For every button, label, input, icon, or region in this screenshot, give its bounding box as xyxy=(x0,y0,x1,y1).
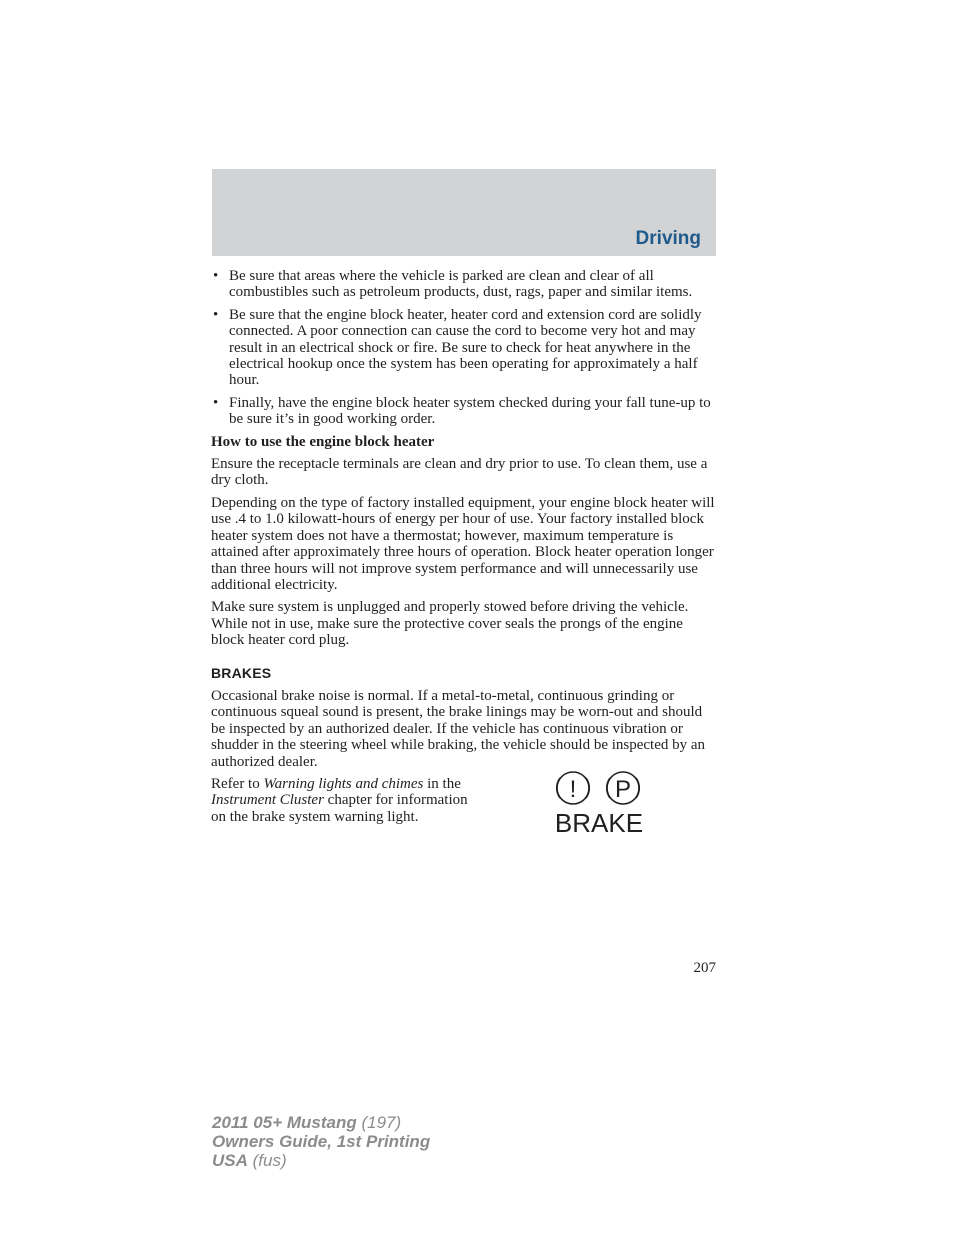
exclamation-symbol: ! xyxy=(569,775,577,803)
section-title: Driving xyxy=(635,228,701,249)
footer-guide: Owners Guide, 1st Printing xyxy=(212,1132,431,1151)
bullet-list xyxy=(211,268,717,428)
brake-label: BRAKE xyxy=(554,807,644,836)
paragraph: Ensure the receptacle terminals are clean and dry prior to use. To clean them, use a dry cloth. xyxy=(211,456,708,489)
page-number: 207 xyxy=(693,960,716,976)
refer-text-1: Refer to xyxy=(211,775,264,792)
section-header-band xyxy=(212,169,716,256)
footer-region: USA xyxy=(212,1151,248,1170)
subheading: How to use the engine block heater xyxy=(211,433,435,450)
footer-region-code: (fus) xyxy=(247,1151,287,1170)
footer xyxy=(212,1113,430,1170)
page-content xyxy=(211,268,717,836)
list-item-text: Be sure that areas where the vehicle is parked are clean and clear of all combustibles such as petroleum products, dust, rags, paper and similar items. xyxy=(229,268,693,301)
paragraph: Depending on the type of factory installed equipment, your engine block heater will use .4 to 1.0 kilowatt-hours of energy per hour of use. Your factory installed block heater system does not have a thermostat; however, maximum temperature is attained after approximately three hours of operation. Block heater operation longer than three hours will not improve system performance and will unnecessarily use additional electricity. xyxy=(211,494,715,593)
refer-row xyxy=(211,775,717,836)
bullet-glyph: • xyxy=(213,306,219,323)
list-item xyxy=(211,307,717,389)
footer-model: 2011 05+ Mustang xyxy=(212,1113,357,1132)
refer-paragraph xyxy=(211,776,481,825)
list-item-text: Be sure that the engine block heater, heater cord and extension cord are solidly connected. A poor connection can cause the cord to become very hot and may result in an electrical shock or fire. Be sure to check for heat anywhere in the electrical hookup once the system has been operating for approximately a half hour. xyxy=(229,306,702,389)
refer-text-3: chapter for information on the brake system warning light. xyxy=(211,792,468,825)
refer-text-2: in the xyxy=(423,775,461,792)
bullet-glyph: • xyxy=(213,394,219,411)
brakes-paragraph: Occasional brake noise is normal. If a metal-to-metal, continuous grinding or continuous squeal sound is present, the brake linings may be worn-out and should be inspected by an authorized dealer. If the vehicle has continuous vibration or shudder in the steering wheel while braking, the vehicle should be inspected by an authorized dealer. xyxy=(211,687,706,770)
list-item xyxy=(211,268,717,301)
footer-model-code: (197) xyxy=(356,1113,402,1132)
list-item xyxy=(211,395,717,428)
paragraph: Make sure system is unplugged and properly stowed before driving the vehicle. While not in use, make sure the protective cover seals the prongs of the engine block heater cord plug. xyxy=(211,599,689,649)
footer-line-2 xyxy=(212,1132,430,1151)
footer-line-1 xyxy=(212,1113,430,1132)
footer-line-3 xyxy=(212,1151,430,1170)
list-item-text: Finally, have the engine block heater system checked during your fall tune-up to be sure it’s in good working order. xyxy=(229,394,711,428)
refer-italic-instrument-cluster: Instrument Cluster xyxy=(211,792,324,809)
park-symbol: P xyxy=(614,775,632,803)
refer-italic-warning-lights: Warning lights and chimes xyxy=(263,775,424,792)
bullet-glyph: • xyxy=(213,268,219,284)
brake-warning-icon xyxy=(553,770,645,836)
brakes-heading: BRAKES xyxy=(211,664,272,681)
